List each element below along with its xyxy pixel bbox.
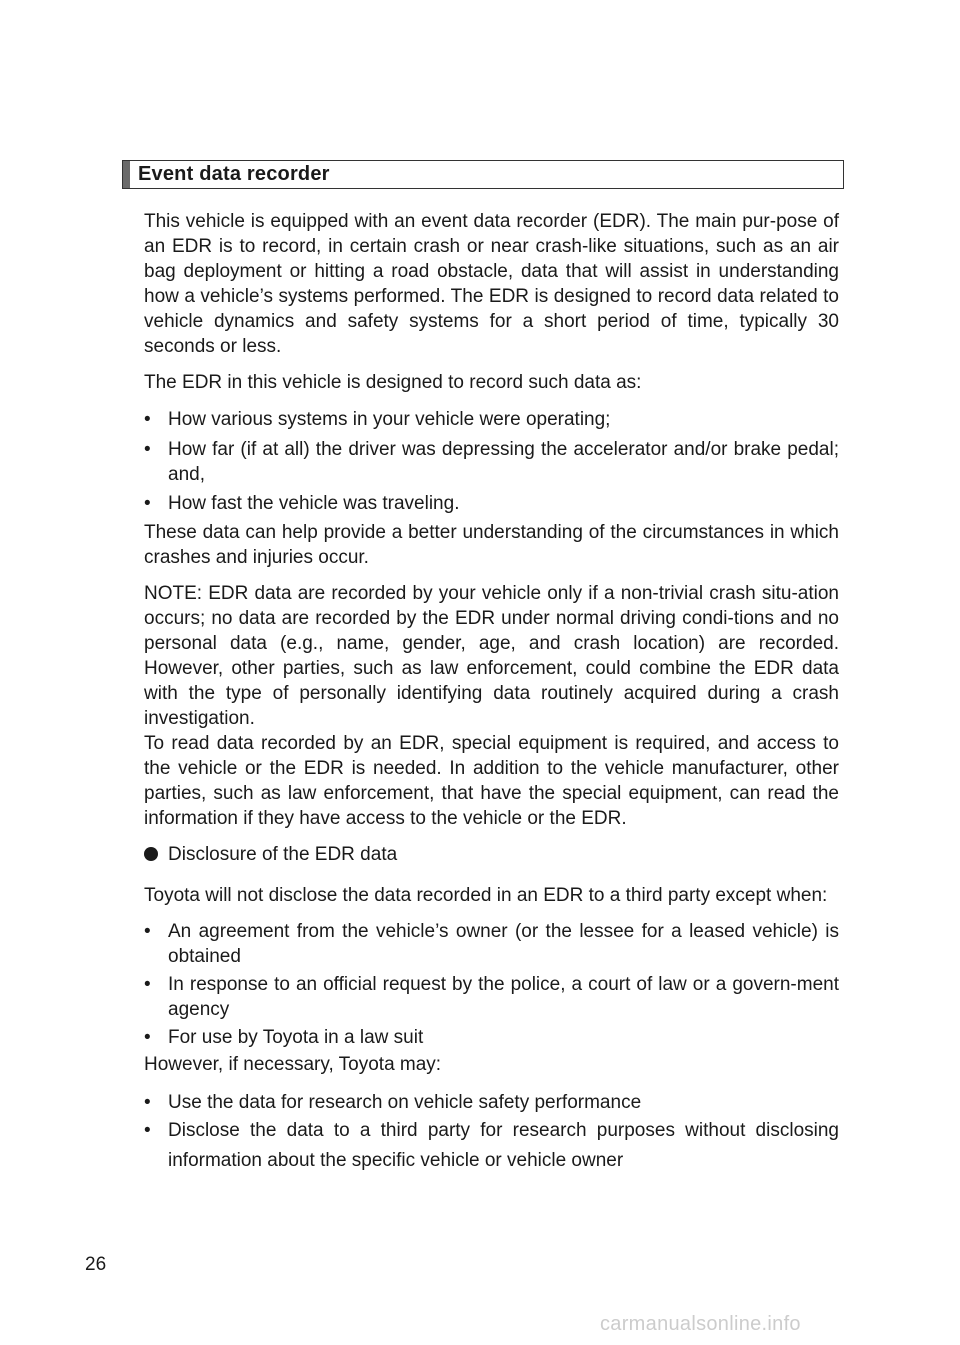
read-paragraph: To read data recorded by an EDR, special equipment is required, and access to the vehicle or the EDR is needed. In addition to the vehicle manufacturer, other parties, such as law enforcement, that have the special equipment, can read the information if they have access to the vehicle or the EDR. bbox=[144, 733, 839, 829]
page-content bbox=[144, 209, 839, 1176]
record-items-list bbox=[144, 406, 839, 518]
bullet-icon: • bbox=[144, 1120, 151, 1141]
section-header bbox=[122, 160, 844, 189]
bullet-icon: • bbox=[144, 1092, 151, 1113]
list-item: • How fast the vehicle was traveling. bbox=[144, 490, 839, 518]
list-item: • An agreement from the vehicle’s owner (or the lessee for a leased vehicle) is obtained bbox=[144, 921, 839, 967]
watermark: carmanualsonline.info bbox=[600, 1313, 801, 1335]
list-item: • How far (if at all) the driver was depressing the accelerator and/or brake pedal; and, bbox=[144, 439, 839, 485]
list-item: • Disclose the data to a third party for research purposes without disclosing information about the specific vehicle or vehicle owner bbox=[144, 1116, 839, 1176]
list-item: • For use by Toyota in a law suit bbox=[144, 1027, 424, 1048]
list-item: • Use the data for research on vehicle safety performance bbox=[144, 1092, 642, 1113]
however-paragraph: However, if necessary, Toyota may: bbox=[144, 1054, 442, 1075]
list-item: • How various systems in your vehicle were operating; bbox=[144, 406, 839, 434]
bullet-icon: • bbox=[144, 1027, 151, 1048]
may-items-list bbox=[144, 1090, 839, 1176]
bullet-icon: • bbox=[144, 493, 151, 514]
list-item: • In response to an official request by the police, a court of law or a govern-ment agency bbox=[144, 974, 839, 1020]
section-header-bar bbox=[123, 161, 130, 188]
intro-paragraph: This vehicle is equipped with an event data recorder (EDR). The main pur-pose of an EDR is to record, in certain crash or near crash-like situations, such as an air bag deployment or hitting a road obstacle, data that will assist in understanding how a vehicle’s systems performed. The EDR is designed to record data related to vehicle dynamics and safety systems for a short period of time, typically 30 seconds or less. bbox=[144, 211, 839, 357]
bullet-icon: • bbox=[144, 974, 151, 995]
help-paragraph: These data can help provide a better understanding of the circumstances in which crashes and injuries occur. bbox=[144, 522, 839, 568]
bullet-icon: • bbox=[144, 921, 151, 942]
toyota-paragraph: Toyota will not disclose the data recorded in an EDR to a third party except when: bbox=[144, 885, 828, 906]
disc-bullet-icon bbox=[144, 847, 158, 861]
record-lead-paragraph: The EDR in this vehicle is designed to record such data as: bbox=[144, 372, 642, 393]
bullet-icon: • bbox=[144, 439, 151, 460]
disclose-items-list bbox=[144, 919, 839, 1050]
section-title: Event data recorder bbox=[138, 163, 330, 185]
page-number: 26 bbox=[85, 1254, 107, 1275]
note-paragraph: NOTE: EDR data are recorded by your vehicle only if a non-trivial crash situ-ation occurs; no data are recorded by the EDR under normal driving condi-tions and no personal data (e.g., name, gender, age, and crash location) are recorded. However, other parties, such as law enforcement, could combine the EDR data with the type of personally identifying data routinely acquired during a crash investigation. bbox=[144, 583, 839, 729]
bullet-icon: • bbox=[144, 409, 151, 430]
disclosure-heading: Disclosure of the EDR data bbox=[144, 842, 839, 867]
